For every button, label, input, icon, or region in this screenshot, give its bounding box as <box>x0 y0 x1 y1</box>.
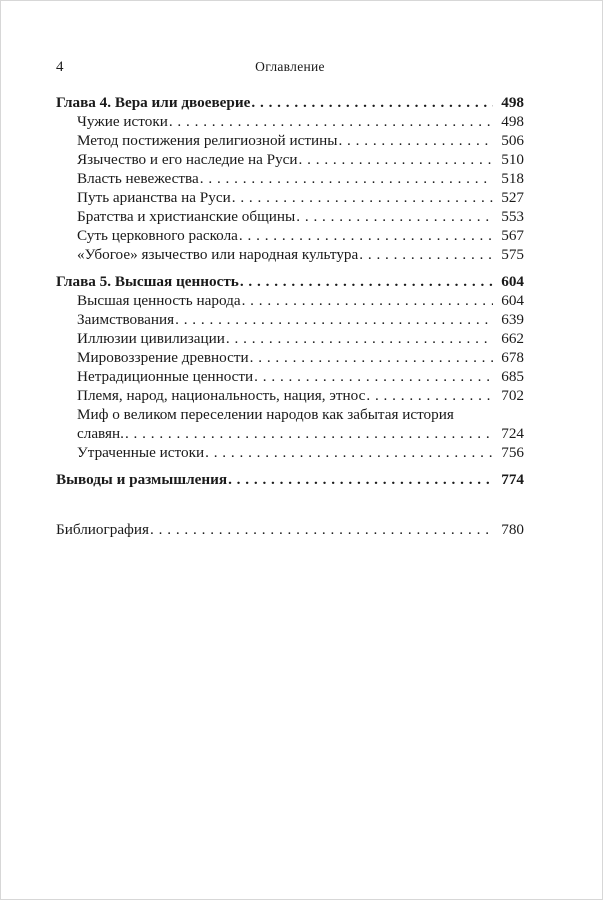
entry-page-number: 498 <box>501 94 524 111</box>
entry-page-number: 774 <box>501 471 524 488</box>
toc-entry <box>56 150 524 169</box>
dot-leader <box>226 329 493 348</box>
entry-page-number: 685 <box>501 368 524 385</box>
entry-label: «Убогое» язычество или народная культура <box>77 246 359 263</box>
entry-page-number: 604 <box>501 292 524 309</box>
dot-leader <box>232 188 493 207</box>
entry-wrap-line: Миф о великом переселении народов как забытая история <box>77 406 454 423</box>
entry-page-number: 498 <box>501 113 524 130</box>
dot-leader <box>169 112 493 131</box>
entry-page-number: 639 <box>501 311 524 328</box>
entry-label: Глава 5. Высшая ценность <box>56 273 239 290</box>
toc-entry <box>56 169 524 188</box>
entry-row <box>77 245 524 264</box>
entry-row <box>77 207 524 226</box>
entry-row <box>77 348 524 367</box>
entry-row <box>56 272 524 291</box>
entry-label: Братства и христианские общины <box>77 208 296 225</box>
entry-page-number: 527 <box>501 189 524 206</box>
toc-entry <box>56 367 524 386</box>
entry-row <box>77 150 524 169</box>
entry-row <box>77 443 524 462</box>
dot-leader <box>299 150 493 169</box>
entry-page-number: 553 <box>501 208 524 225</box>
toc-entry <box>56 272 524 291</box>
dot-leader <box>359 245 493 264</box>
entry-page-number: 662 <box>501 330 524 347</box>
dot-leader <box>228 470 493 489</box>
dot-leader <box>200 169 493 188</box>
entry-label: Суть церковного раскола <box>77 227 238 244</box>
dot-leader <box>296 207 493 226</box>
entry-page-number: 567 <box>501 227 524 244</box>
toc-entry <box>56 386 524 405</box>
dot-leader <box>239 226 493 245</box>
entry-page-number: 506 <box>501 132 524 149</box>
entry-row <box>77 188 524 207</box>
entry-row <box>77 112 524 131</box>
entry-row <box>56 470 524 489</box>
toc-entry <box>56 348 524 367</box>
dot-leader <box>250 348 493 367</box>
entry-row <box>77 424 524 443</box>
toc-entry <box>56 112 524 131</box>
entry-row <box>77 367 524 386</box>
dot-leader <box>125 424 493 443</box>
dot-leader <box>175 310 493 329</box>
entry-row <box>77 131 524 150</box>
dot-leader <box>242 291 493 310</box>
entry-row <box>56 93 524 112</box>
dot-leader <box>150 520 493 539</box>
running-head <box>56 59 524 79</box>
toc-entry <box>56 188 524 207</box>
entry-label: Утраченные истоки <box>77 444 205 461</box>
toc-entry <box>56 291 524 310</box>
toc-entry <box>56 93 524 112</box>
entry-label: Мировоззрение древности <box>77 349 249 366</box>
entry-page-number: 575 <box>501 246 524 263</box>
toc-entry <box>56 329 524 348</box>
toc-entry <box>56 443 524 462</box>
dot-leader <box>254 367 493 386</box>
entry-page-number: 702 <box>501 387 524 404</box>
entry-row <box>77 329 524 348</box>
entry-page-number: 518 <box>501 170 524 187</box>
entry-label: Иллюзии цивилизации <box>77 330 225 347</box>
toc-entry <box>56 226 524 245</box>
dot-leader <box>338 131 493 150</box>
entry-label: Выводы и размышления <box>56 471 228 488</box>
entry-row <box>77 169 524 188</box>
entry-label: Чужие истоки <box>77 113 168 130</box>
toc-entry <box>56 131 524 150</box>
page-folio: 4 <box>56 59 64 75</box>
entry-label: Власть невежества <box>77 170 199 187</box>
entry-page-number: 678 <box>501 349 524 366</box>
entry-row <box>56 520 524 539</box>
entry-label: Путь арианства на Руси <box>77 189 231 206</box>
entry-label: Библиография <box>56 521 150 538</box>
entry-label: Метод постижения религиозной истины <box>77 132 338 149</box>
entry-page-number: 604 <box>501 273 524 290</box>
entry-row <box>77 386 524 405</box>
entry-label: Племя, народ, национальность, нация, этнос <box>77 387 366 404</box>
entry-page-number: 510 <box>501 151 524 168</box>
toc-list <box>56 93 524 539</box>
running-title: Оглавление <box>255 59 325 74</box>
toc-entry <box>56 520 524 539</box>
entry-row <box>77 226 524 245</box>
toc-entry <box>56 207 524 226</box>
dot-leader <box>240 272 493 291</box>
dot-leader <box>366 386 493 405</box>
entry-label: Высшая ценность народа <box>77 292 241 309</box>
dot-leader <box>251 93 493 112</box>
entry-row <box>77 310 524 329</box>
dot-leader <box>205 443 493 462</box>
toc-entry <box>56 245 524 264</box>
entry-page-number: 780 <box>501 521 524 538</box>
entry-label: Нетрадиционные ценности <box>77 368 254 385</box>
entry-label: славян. <box>77 425 124 442</box>
toc-entry <box>56 405 524 443</box>
toc-entry <box>56 310 524 329</box>
entry-label: Заимствования <box>77 311 175 328</box>
entry-row <box>77 291 524 310</box>
entry-label: Язычество и его наследие на Руси <box>77 151 298 168</box>
toc-entry <box>56 470 524 489</box>
entry-page-number: 756 <box>501 444 524 461</box>
entry-page-number: 724 <box>501 425 524 442</box>
entry-label: Глава 4. Вера или двоеверие <box>56 94 251 111</box>
